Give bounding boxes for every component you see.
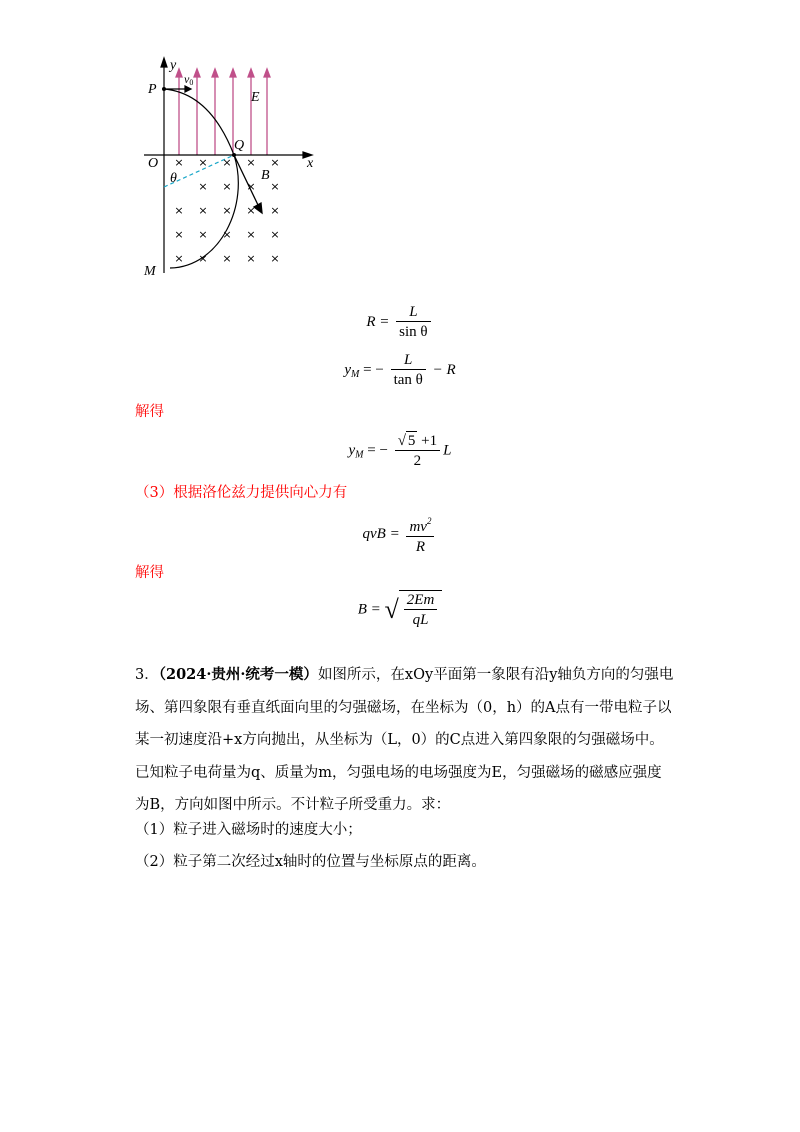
svg-text:×: × xyxy=(270,156,280,169)
problem-3-text: 3．（2024·贵州·统考一模）如图所示，在xOy平面第一象限有沿y轴负方向的匀强电场、第四象限有垂直纸面向里的匀强磁场，在坐标为（0，h）的A点有一带电粒子以某一初速度沿+x方向抛出，从坐标为（L，0）的C点进入第四象限的匀强磁场中。已知粒子电荷量为q、质量为m，匀强电场的电场强度为E，匀强磁场的磁感应强度为B，方向如图中所示。不计粒子所受重力。求： xyxy=(135,666,674,813)
formula-b-result: B = √ $\frac{2Em}{qL}$ xyxy=(0,590,800,630)
svg-text:×: × xyxy=(174,252,184,265)
label-b: B xyxy=(261,168,270,183)
label-e: E xyxy=(251,90,260,105)
svg-text:×: × xyxy=(222,156,232,169)
trajectory-parabola xyxy=(164,89,234,155)
point-q-dot xyxy=(232,153,236,157)
svg-text:×: × xyxy=(270,228,280,241)
solve-label-2: 解得 xyxy=(135,565,164,581)
svg-text:×: × xyxy=(270,252,280,265)
label-m: M xyxy=(144,264,156,279)
svg-text:×: × xyxy=(198,228,208,241)
svg-text:×: × xyxy=(246,156,256,169)
svg-text:×: × xyxy=(222,204,232,217)
svg-text:×: × xyxy=(222,252,232,265)
question-2: （2）粒子第二次经过x轴时的位置与坐标原点的距离。 xyxy=(135,854,486,870)
label-y-axis: y xyxy=(170,58,177,73)
label-q: Q xyxy=(234,138,245,153)
svg-text:×: × xyxy=(246,252,256,265)
solve-label-1: 解得 xyxy=(135,404,164,420)
formula-ym-1: $y_M$ = − $\frac{L}{\text{tan θ}}$ − R xyxy=(344,352,456,388)
label-x-axis: x xyxy=(307,156,314,171)
formula-lorentz: qvB = $\frac{mv^2}{R}$ xyxy=(0,512,800,557)
label-v0: v0 xyxy=(184,72,194,87)
svg-text:×: × xyxy=(246,180,256,193)
svg-text:×: × xyxy=(198,204,208,217)
svg-text:×: × xyxy=(198,180,208,193)
svg-text:×: × xyxy=(174,228,184,241)
question-1: （1）粒子进入磁场时的速度大小； xyxy=(135,822,362,838)
svg-text:×: × xyxy=(198,252,208,265)
formula-radius: R = $\frac{L}{\text{sin θ}}$ xyxy=(0,303,800,342)
svg-text:×: × xyxy=(198,156,208,169)
physics-diagram xyxy=(140,55,330,290)
label-p: P xyxy=(148,82,157,97)
label-theta: θ xyxy=(170,171,177,186)
svg-text:×: × xyxy=(270,180,280,193)
svg-text:×: × xyxy=(270,204,280,217)
svg-text:×: × xyxy=(246,204,256,217)
formula-ym-result: $y_M$ = − $\frac{√ 5 +1}{2}$ L xyxy=(348,433,452,469)
svg-text:×: × xyxy=(222,228,232,241)
svg-text:×: × xyxy=(222,180,232,193)
label-origin: O xyxy=(148,156,159,171)
svg-text:×: × xyxy=(174,204,184,217)
svg-text:×: × xyxy=(174,156,184,169)
step-3-heading: （3）根据洛伦兹力提供向心力有 xyxy=(135,485,348,501)
svg-text:×: × xyxy=(246,228,256,241)
point-p-dot xyxy=(162,87,166,91)
